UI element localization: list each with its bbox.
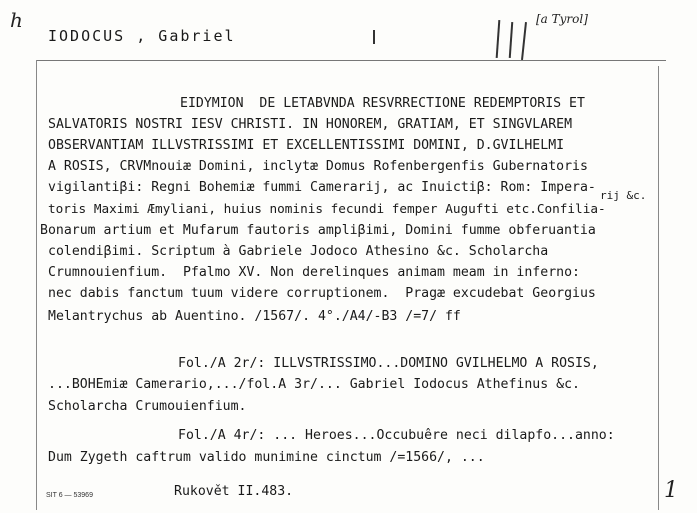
top-rule <box>36 60 666 61</box>
pencil-stroke <box>521 22 526 60</box>
fol-line: Scholarcha Crumouienfium. <box>48 399 247 414</box>
fol-line: Fol./A 2r/: ILLVSTRISSIMO...DOMINO GVILHELMO A ROSIS, <box>178 356 599 371</box>
body-line: colendiβimi. Scriptum à Gabriele Jodoco Athesino &c. Scholarcha <box>48 244 549 259</box>
margin-insert: rij &c. <box>600 189 647 202</box>
shelfmark: Rukovět II.483. <box>174 484 294 499</box>
fol-line: ...BOHEmiæ Camerario,.../fol.A 3r/... Gabriel Iodocus Athefinus &c. <box>48 377 580 392</box>
body-line: Bonarum artium et Mufarum fautoris ampliβimi, Domini fumme obferuantia <box>40 223 596 238</box>
corner-mark: h <box>10 8 23 32</box>
corner-note: [a Tyrol] <box>536 12 588 26</box>
fol-line: Dum Zygeth caftrum valido munimine cinctum /=1566/, ... <box>48 450 485 465</box>
body-line: toris Maximi Æmyliani, huius nominis fecundi femper Augufti etc.Confilia- <box>48 201 606 216</box>
body-line: Crumnouienfium. Pfalmo XV. Non derelinques animam meam in inferno: <box>48 265 580 280</box>
body-line: EIDYMION DE LETABVNDA RESVRRECTIONE REDEMPTORIS ET <box>180 96 585 111</box>
heading-name: IODOCUS , Gabriel <box>48 27 236 45</box>
pencil-stroke <box>509 22 513 58</box>
footer-code: SIT 6 — 53969 <box>46 492 93 499</box>
body-line: A ROSIS, CRVMnouiæ Domini, inclytæ Domus Rofenbergenfis Gubernatoris <box>48 159 588 174</box>
pencil-stroke <box>496 20 500 58</box>
body-line: Melantrychus ab Auentino. /1567/. 4°./A4/-B3 /=7/ ff <box>48 309 461 324</box>
body-line: vigilantiβi: Regni Bohemiæ fummi Camerarij, ac Inuictiβ: Rom: Impera- <box>48 180 596 195</box>
body-line: SALVATORIS NOSTRI IESV CHRISTI. IN HONOREM, GRATIAM, ET SINGVLAREM <box>48 117 573 132</box>
corner-number: 1 <box>664 478 678 503</box>
right-rule <box>658 66 659 510</box>
body-line: OBSERVANTIAM ILLVSTRISSIMI ET EXCELLENTISSIMI DOMINI, D.GVILHELMI <box>48 138 565 153</box>
fol-line: Fol./A 4r/: ... Heroes...Occubuêre neci dilapfo...anno: <box>178 428 615 443</box>
body-line: nec dabis fanctum tuum videre corruptionem. Pragæ excudebat Georgius <box>48 286 596 301</box>
left-rule <box>36 60 37 510</box>
pencil-stroke <box>373 30 375 44</box>
